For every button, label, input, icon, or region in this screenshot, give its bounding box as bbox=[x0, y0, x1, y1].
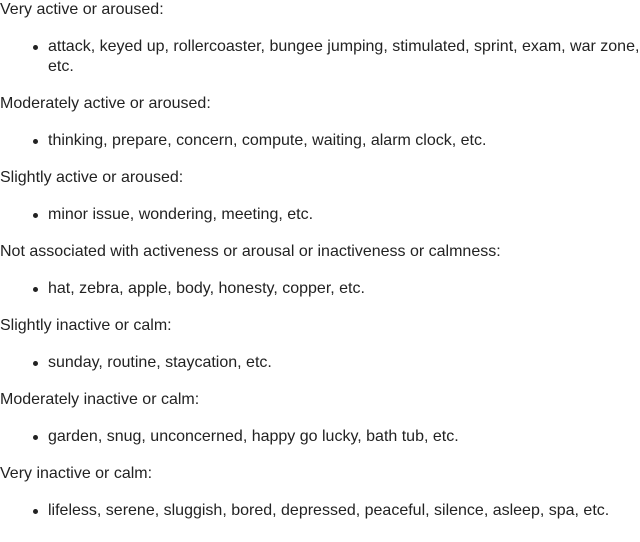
section-list-moderately-inactive bbox=[0, 427, 640, 447]
section-list-very-active bbox=[0, 37, 640, 77]
list-item: attack, keyed up, rollercoaster, bungee jumping, stimulated, sprint, exam, war zone, etc. bbox=[48, 38, 640, 75]
section-heading-slightly-active: Slightly active or aroused: bbox=[0, 169, 184, 186]
section-heading-moderately-active: Moderately active or aroused: bbox=[0, 95, 211, 112]
list-item: lifeless, serene, sluggish, bored, depressed, peaceful, silence, asleep, spa, etc. bbox=[48, 501, 640, 521]
section-list-slightly-active bbox=[0, 205, 640, 225]
section-heading-very-active: Very active or aroused: bbox=[0, 1, 164, 18]
section-list-neutral bbox=[0, 279, 640, 299]
section-heading-slightly-inactive: Slightly inactive or calm: bbox=[0, 317, 172, 334]
list-item: thinking, prepare, concern, compute, waiting, alarm clock, etc. bbox=[48, 131, 640, 151]
list-item: sunday, routine, staycation, etc. bbox=[48, 353, 640, 373]
section-heading-very-inactive: Very inactive or calm: bbox=[0, 465, 153, 482]
list-item: garden, snug, unconcerned, happy go lucky, bath tub, etc. bbox=[48, 427, 640, 447]
list-item: hat, zebra, apple, body, honesty, copper, etc. bbox=[48, 279, 640, 299]
section-list-very-inactive bbox=[0, 501, 640, 521]
section-list-moderately-active bbox=[0, 131, 640, 151]
section-heading-neutral: Not associated with activeness or arousal or inactiveness or calmness: bbox=[0, 243, 501, 260]
section-list-slightly-inactive bbox=[0, 353, 640, 373]
section-heading-moderately-inactive: Moderately inactive or calm: bbox=[0, 391, 200, 408]
list-item: minor issue, wondering, meeting, etc. bbox=[48, 205, 640, 225]
